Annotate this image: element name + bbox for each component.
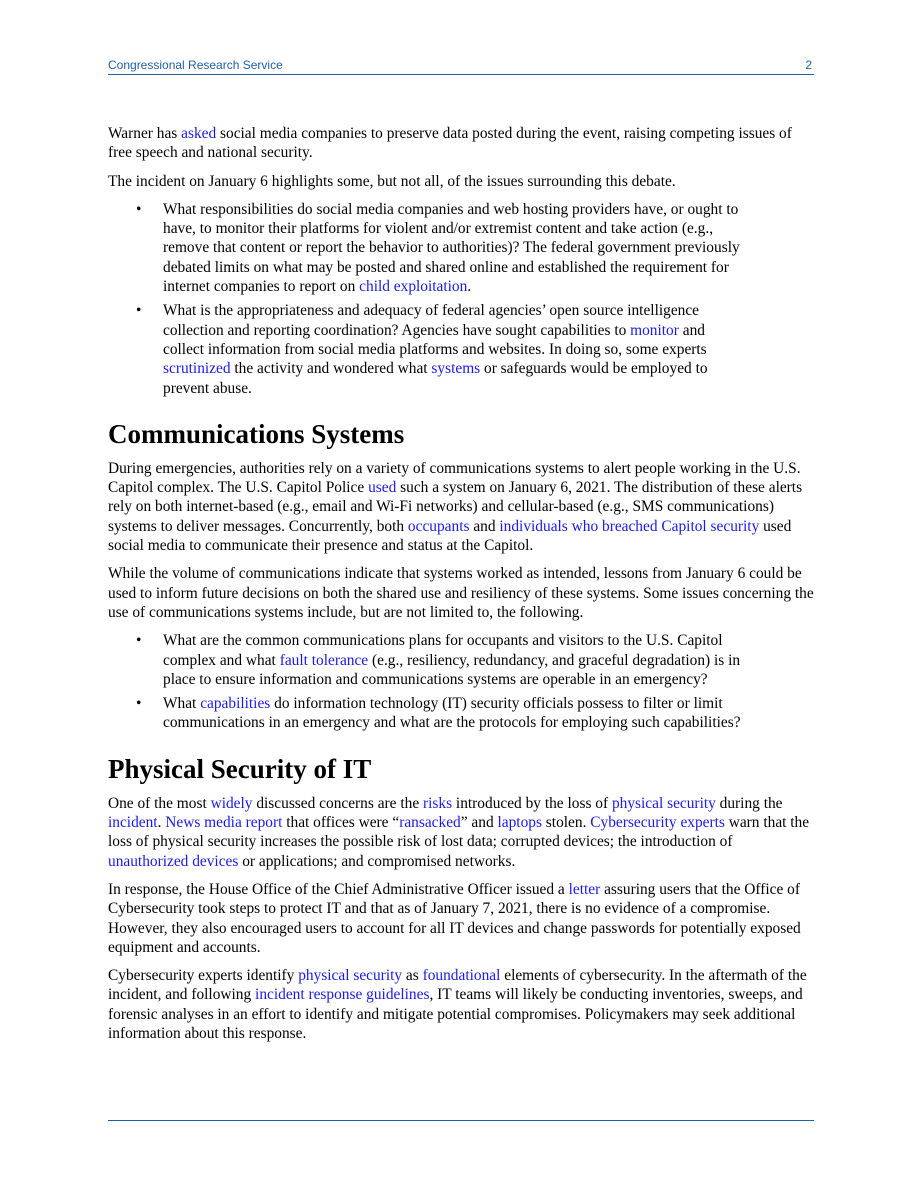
paragraph xyxy=(108,459,814,555)
text: used social media to communicate their presence and status at the Capitol. xyxy=(108,517,792,555)
text: that offices were “ xyxy=(282,814,400,832)
list-item xyxy=(108,694,748,733)
bullet-icon: • xyxy=(136,695,142,713)
bullet-list xyxy=(108,631,814,732)
text: social media companies to preserve data posted during the event, raising competing issues of free speech and national security. xyxy=(108,125,792,162)
text: (e.g., resiliency, redundancy, and graceful degradation) is in place to ensure information and communications systems are operable in an emergency? xyxy=(163,651,741,688)
text: What xyxy=(163,695,201,713)
link-physical-security[interactable]: physical security xyxy=(611,794,716,812)
paragraph xyxy=(108,880,814,957)
bullet-icon: • xyxy=(136,200,142,218)
link-child-exploitation[interactable]: child exploitation xyxy=(359,278,468,296)
link-widely[interactable]: widely xyxy=(210,794,253,812)
text: ” and xyxy=(460,814,498,832)
link-risks[interactable]: risks xyxy=(423,794,453,812)
text: In response, the House Office of the Chief Administrative Officer issued a xyxy=(108,880,569,898)
text: . xyxy=(467,278,472,296)
bullet-list xyxy=(108,200,814,398)
document-body xyxy=(108,124,814,1052)
link-scrutinized[interactable]: scrutinized xyxy=(163,360,231,378)
text: elements of cybersecurity. In the aftermath of the incident, and following xyxy=(108,967,807,1004)
paragraph: While the volume of communications indicate that systems worked as intended, lessons from January 6 could be used to inform future decisions on both the shared use and resiliency of these systems. Some issues concerning the use of communications systems include, but are not limited to, the following. xyxy=(108,565,814,621)
link-capabilities[interactable]: capabilities xyxy=(200,695,271,713)
paragraph xyxy=(108,794,814,871)
link-cybersecurity-experts[interactable]: Cybersecurity experts xyxy=(590,814,725,832)
text: introduced by the loss of xyxy=(452,794,612,812)
page-header xyxy=(108,58,814,75)
link-news-media-report[interactable]: News media report xyxy=(165,814,283,832)
bullet-icon: • xyxy=(136,632,142,650)
link-occupants[interactable]: occupants xyxy=(407,517,470,535)
paragraph xyxy=(108,124,814,163)
text: and collect information from social media platforms and websites. In doing so, some experts xyxy=(163,321,707,358)
link-unauthorized-devices[interactable]: unauthorized devices xyxy=(108,852,239,870)
text: or safeguards would be employed to prevent abuse. xyxy=(163,360,708,397)
link-used[interactable]: used xyxy=(368,479,397,497)
link-incident-response-guidelines[interactable]: incident response guidelines xyxy=(255,986,430,1004)
text: assuring users that the Office of Cybersecurity took steps to protect IT and that as of January 7, 2021, there is no evidence of a compromise. However, they also encouraged users to account for all IT devices and change passwords for potentially exposed equipment and accounts. xyxy=(108,880,801,956)
link-incident[interactable]: incident xyxy=(108,814,158,832)
link-ransacked[interactable]: ransacked xyxy=(399,814,461,832)
list-item xyxy=(108,200,748,296)
text: What responsibilities do social media companies and web hosting providers have, or ought to have, to monitor their platforms for violent and/or extremist content and take action (e.g., remove that content or report the behavior to authorities)? The federal government previously debated limits on what may be posted and shared online and established the requirement for internet companies to report on xyxy=(163,200,740,296)
link-individuals-breached[interactable]: individuals who breached Capitol security xyxy=(499,517,760,535)
text: One of the most xyxy=(108,794,211,812)
text: such a system on January 6, 2021. The distribution of these alerts rely on both internet-based (e.g., email and Wi-Fi networks) and cellular-based (e.g., SMS communications) systems to deliver messages. Concurrently, both xyxy=(108,479,803,535)
text: the activity and wondered what xyxy=(230,360,432,378)
link-monitor[interactable]: monitor xyxy=(630,321,679,339)
text: During emergencies, authorities rely on a variety of communications systems to alert people working in the U.S. Capitol complex. The U.S. Capitol Police xyxy=(108,459,801,497)
list-item xyxy=(108,631,748,689)
text: Warner has xyxy=(108,125,182,142)
paragraph: The incident on January 6 highlights some, but not all, of the issues surrounding this debate. xyxy=(108,172,676,190)
text: discussed concerns are the xyxy=(252,794,423,812)
link-letter[interactable]: letter xyxy=(568,880,601,898)
section-heading-communications: Communications Systems xyxy=(108,418,405,449)
text: , IT teams will likely be conducting inventories, sweeps, and forensic analyses in an effort to identify and mitigate potential compromises. Policymakers may seek additional information about this response. xyxy=(108,986,803,1042)
link-physical-security-2[interactable]: physical security xyxy=(298,967,403,985)
text: What is the appropriateness and adequacy of federal agencies’ open source intelligence collection and reporting coordination? Agencies have sought capabilities to xyxy=(163,302,700,339)
text: warn that the loss of physical security increases the possible risk of lost data; corrupted devices; the introduction of xyxy=(108,814,810,851)
link-fault-tolerance[interactable]: fault tolerance xyxy=(279,651,369,669)
text: as xyxy=(402,967,423,985)
page-number: 2 xyxy=(805,58,812,72)
text: during the xyxy=(715,794,783,812)
text: What are the common communications plans for occupants and visitors to the U.S. Capitol complex and what xyxy=(163,632,723,669)
footer-rule xyxy=(108,1120,814,1121)
text: Cybersecurity experts identify xyxy=(108,967,299,985)
text: or applications; and compromised networks. xyxy=(238,852,516,870)
link-asked[interactable]: asked xyxy=(181,125,217,142)
paragraph xyxy=(108,966,814,1043)
link-foundational[interactable]: foundational xyxy=(422,967,501,985)
link-systems[interactable]: systems xyxy=(431,360,481,378)
section-heading-physical-security: Physical Security of IT xyxy=(108,753,372,784)
header-source: Congressional Research Service xyxy=(108,58,283,72)
link-laptops[interactable]: laptops xyxy=(497,814,542,832)
text: stolen. xyxy=(541,814,591,832)
text: and xyxy=(469,517,500,535)
list-item xyxy=(108,301,748,397)
text: . xyxy=(157,814,166,832)
bullet-icon: • xyxy=(136,302,142,320)
text: do information technology (IT) security officials possess to filter or limit communications in an emergency and what are the protocols for employing such capabilities? xyxy=(163,695,741,732)
